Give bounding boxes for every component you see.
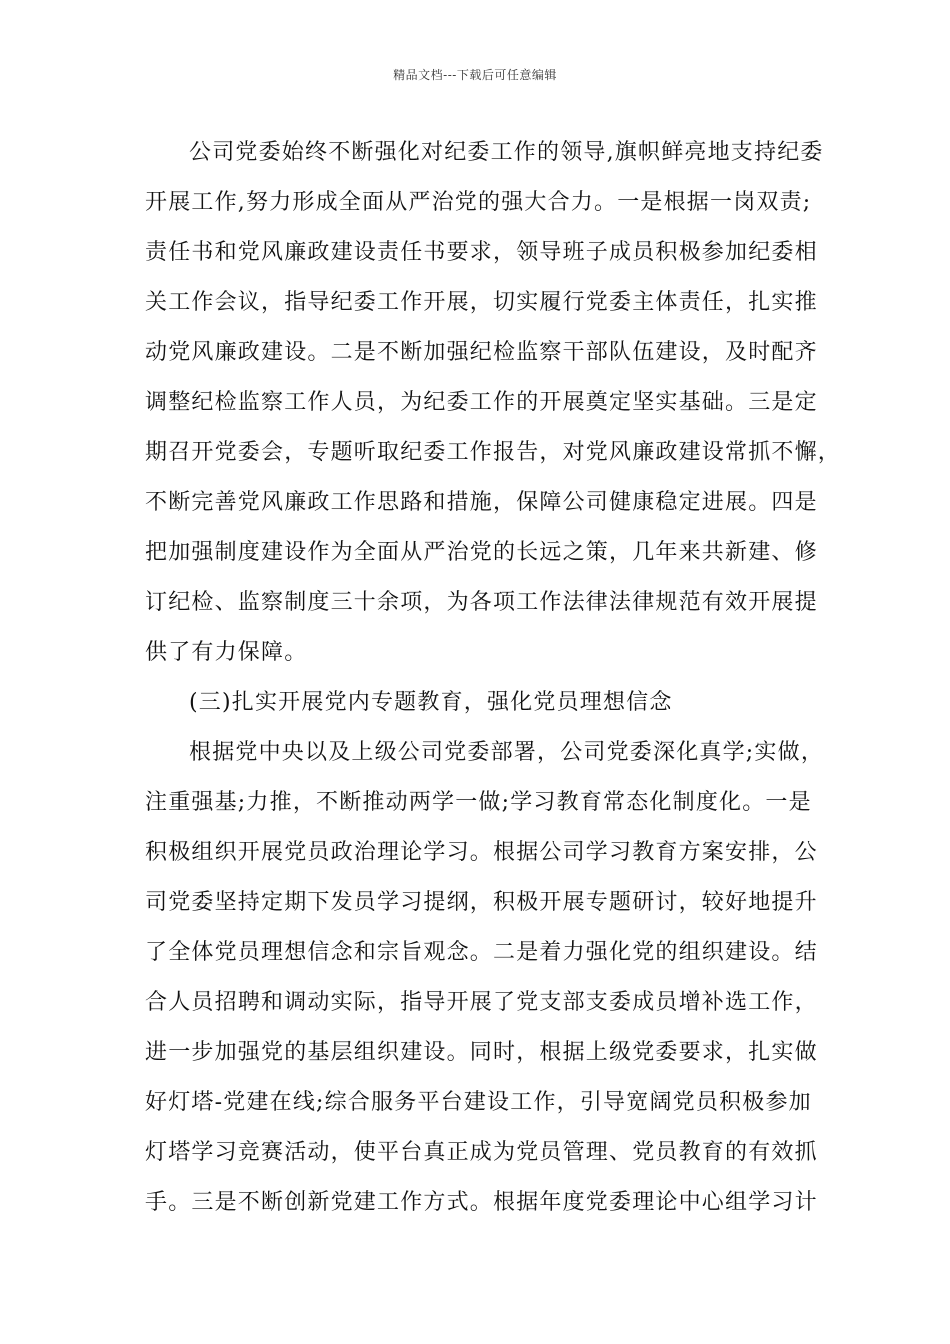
document-body: [145, 128, 842, 1228]
page-header: 精品文档---下载后可任意编辑: [393, 68, 557, 82]
text-line: 根据党中央以及上级公司党委部署，公司党委深化真学;实做，: [189, 740, 825, 765]
text-line: 注重强基;力推，不断推动两学一做;学习教育常态化制度化。一是: [145, 790, 812, 815]
text-line: 调整纪检监察工作人员，为纪委工作的开展奠定坚实基础。三是定: [145, 390, 818, 415]
text-line: 好灯塔-党建在线;综合服务平台建设工作，引导宽阔党员积极参加: [145, 1090, 812, 1115]
text-line: 合人员招聘和调动实际，指导开展了党支部支委成员增补选工作，: [145, 990, 818, 1015]
text-line: 期召开党委会，专题听取纪委工作报告，对党风廉政建设常抓不懈，: [145, 440, 842, 465]
text-line: 开展工作,努力形成全面从严治党的强大合力。一是根据一岗双责;: [145, 190, 812, 215]
text-line: 订纪检、监察制度三十余项，为各项工作法律法律规范有效开展提: [145, 590, 818, 615]
text-line: 手。三是不断创新党建工作方式。根据年度党委理论中心组学习计: [145, 1190, 818, 1215]
text-line: 动党风廉政建设。二是不断加强纪检监察干部队伍建设，及时配齐: [145, 340, 818, 365]
paragraph-2: [145, 728, 825, 1228]
text-line: 积极组织开展党员政治理论学习。根据公司学习教育方案安排，公: [145, 840, 818, 865]
text-line: 司党委坚持定期下发员学习提纲，积极开展专题研讨，较好地提升: [145, 890, 818, 915]
section-heading: (三)扎实开展党内专题教育，强化党员理想信念: [189, 690, 673, 715]
text-line: 供了有力保障。: [145, 640, 308, 665]
text-line: 关工作会议，指导纪委工作开展，切实履行党委主体责任，扎实推: [145, 290, 818, 315]
text-line: 灯塔学习竞赛活动，使平台真正成为党员管理、党员教育的有效抓: [145, 1140, 818, 1165]
text-line: 把加强制度建设作为全面从严治党的长远之策，几年来共新建、修: [145, 540, 818, 565]
text-line: 了全体党员理想信念和宗旨观念。二是着力强化党的组织建设。结: [145, 940, 818, 965]
paragraph-1: [145, 128, 842, 678]
text-line: 责任书和党风廉政建设责任书要求，领导班子成员积极参加纪委相: [145, 240, 818, 265]
text-line: 进一步加强党的基层组织建设。同时，根据上级党委要求，扎实做: [145, 1040, 818, 1065]
text-line: 公司党委始终不断强化对纪委工作的领导,旗帜鲜亮地支持纪委: [189, 140, 824, 165]
text-line: 不断完善党风廉政工作思路和措施，保障公司健康稳定进展。四是: [145, 490, 818, 515]
